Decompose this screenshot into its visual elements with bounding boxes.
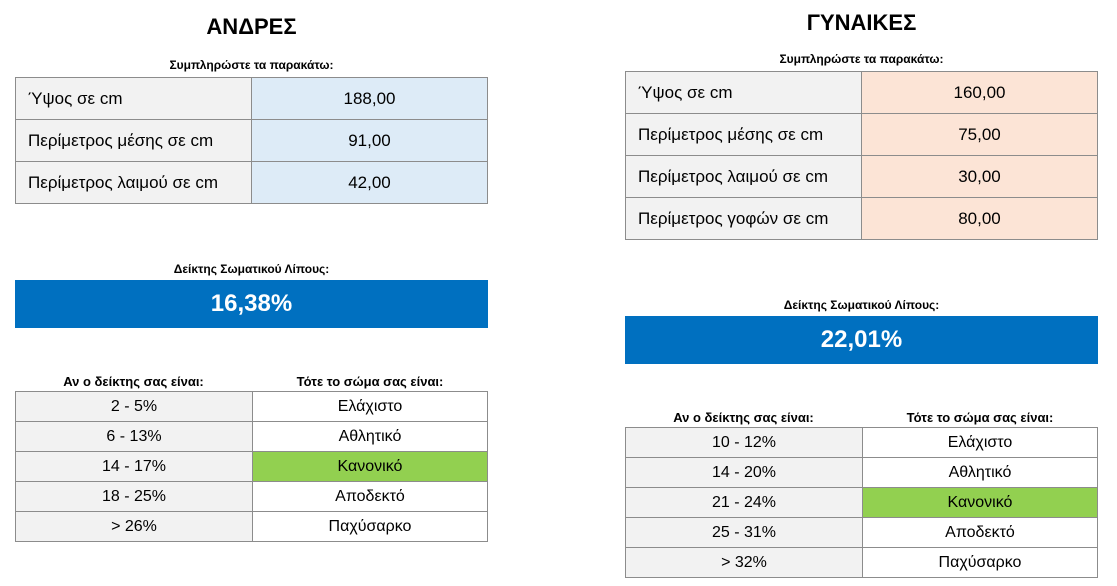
women-category-4: Παχύσαρκο	[863, 548, 1098, 578]
men-neck-input[interactable]: 42,00	[252, 162, 488, 204]
women-category-3: Αποδεκτό	[863, 518, 1098, 548]
table-row	[16, 512, 488, 542]
men-input-table	[15, 77, 488, 204]
women-input-table	[625, 71, 1098, 240]
women-height-input[interactable]: 160,00	[862, 72, 1098, 114]
women-range-3: 25 - 31%	[626, 518, 863, 548]
men-instructions: Συμπληρώστε τα παρακάτω:	[169, 58, 334, 72]
table-row	[626, 548, 1098, 578]
men-waist-label: Περίμετρος μέσης σε cm	[16, 120, 252, 162]
men-ranges-table	[15, 391, 488, 542]
women-result-label: Δείκτης Σωματικού Λίπους:	[783, 298, 940, 312]
men-input-row-waist	[16, 120, 488, 162]
men-waist-input[interactable]: 91,00	[252, 120, 488, 162]
women-input-row-waist	[626, 114, 1098, 156]
men-input-row-height	[16, 78, 488, 120]
women-waist-label: Περίμετρος μέσης σε cm	[626, 114, 862, 156]
women-hips-label: Περίμετρος γοφών σε cm	[626, 198, 862, 240]
men-result-label: Δείκτης Σωματικού Λίπους:	[173, 262, 330, 276]
women-category-0: Ελάχιστο	[863, 428, 1098, 458]
men-height-input[interactable]: 188,00	[252, 78, 488, 120]
women-instructions: Συμπληρώστε τα παρακάτω:	[779, 52, 944, 66]
women-input-row-hips	[626, 198, 1098, 240]
men-height-label: Ύψος σε cm	[16, 78, 252, 120]
women-input-row-height	[626, 72, 1098, 114]
men-range-3: 18 - 25%	[16, 482, 253, 512]
women-category-1: Αθλητικό	[863, 458, 1098, 488]
table-row	[16, 422, 488, 452]
women-range-1: 14 - 20%	[626, 458, 863, 488]
men-input-row-neck	[16, 162, 488, 204]
men-range-2: 14 - 17%	[16, 452, 253, 482]
men-category-header: Τότε το σώμα σας είναι:	[296, 374, 444, 389]
women-ranges-header: Αν ο δείκτης σας είναι:	[673, 410, 814, 425]
men-range-4: > 26%	[16, 512, 253, 542]
men-category-3: Αποδεκτό	[253, 482, 488, 512]
table-row	[16, 482, 488, 512]
women-result-value: 22,01%	[625, 316, 1098, 364]
men-title: ΑΝΔΡΕΣ	[206, 14, 297, 39]
women-range-4: > 32%	[626, 548, 863, 578]
table-row	[626, 458, 1098, 488]
men-category-1: Αθλητικό	[253, 422, 488, 452]
table-row	[626, 428, 1098, 458]
table-row	[16, 392, 488, 422]
women-ranges-table	[625, 427, 1098, 578]
women-neck-input[interactable]: 30,00	[862, 156, 1098, 198]
women-neck-label: Περίμετρος λαιμού σε cm	[626, 156, 862, 198]
women-height-label: Ύψος σε cm	[626, 72, 862, 114]
women-input-row-neck	[626, 156, 1098, 198]
women-waist-input[interactable]: 75,00	[862, 114, 1098, 156]
table-row	[626, 488, 1098, 518]
table-row	[626, 518, 1098, 548]
women-category-header: Τότε το σώμα σας είναι:	[906, 410, 1054, 425]
men-result-value: 16,38%	[15, 280, 488, 328]
men-range-1: 6 - 13%	[16, 422, 253, 452]
women-range-2: 21 - 24%	[626, 488, 863, 518]
men-range-0: 2 - 5%	[16, 392, 253, 422]
men-category-0: Ελάχιστο	[253, 392, 488, 422]
men-neck-label: Περίμετρος λαιμού σε cm	[16, 162, 252, 204]
men-ranges-header: Αν ο δείκτης σας είναι:	[63, 374, 204, 389]
women-range-0: 10 - 12%	[626, 428, 863, 458]
women-title: ΓΥΝΑΙΚΕΣ	[806, 10, 917, 35]
women-category-2-highlighted: Κανονικό	[863, 488, 1098, 518]
men-category-2-highlighted: Κανονικό	[253, 452, 488, 482]
women-hips-input[interactable]: 80,00	[862, 198, 1098, 240]
table-row	[16, 452, 488, 482]
men-category-4: Παχύσαρκο	[253, 512, 488, 542]
